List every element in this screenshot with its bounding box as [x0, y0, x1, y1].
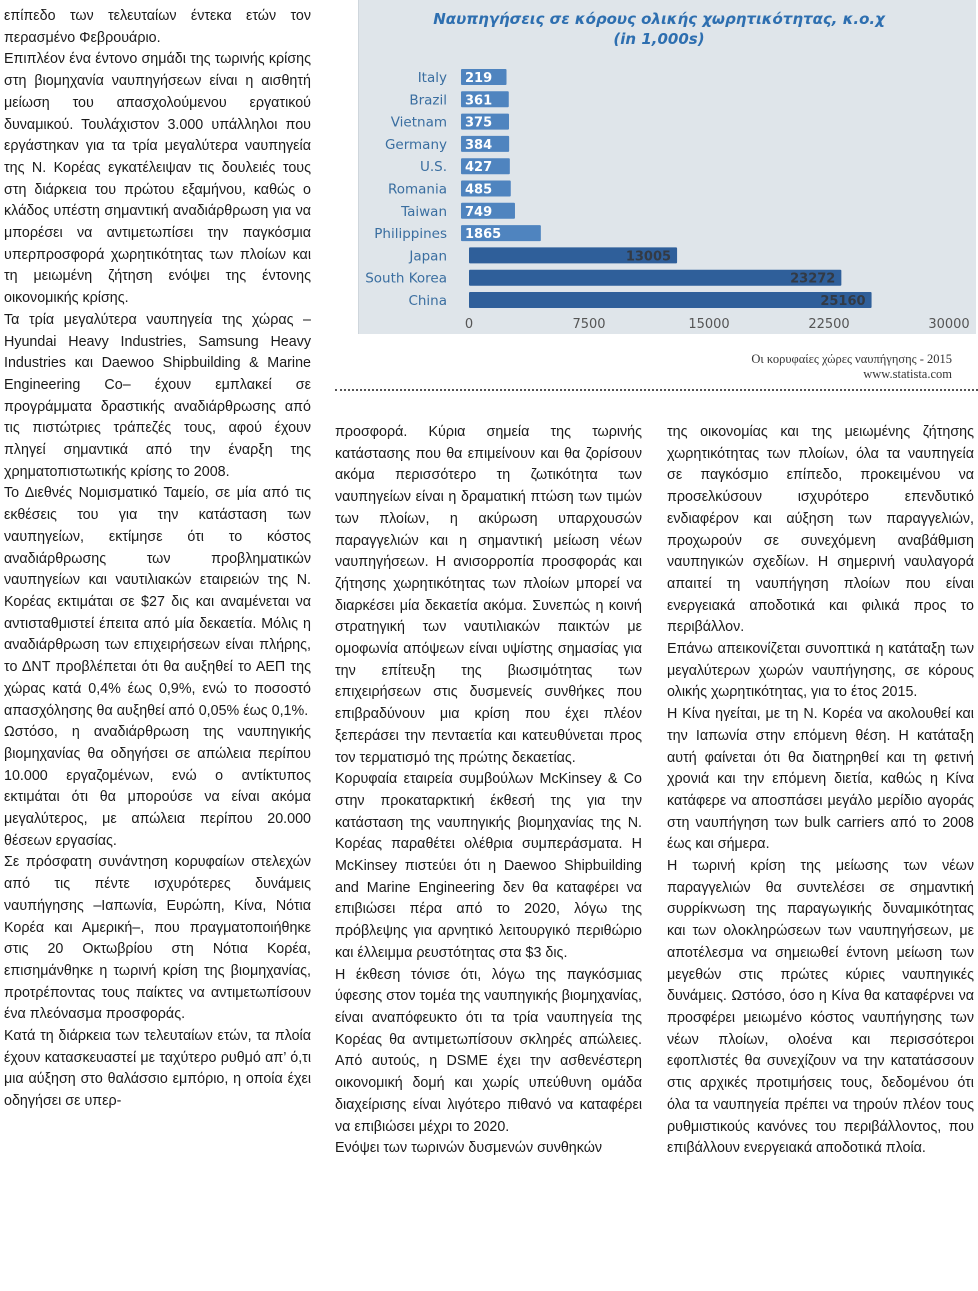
data-value-label: 13005 — [625, 249, 672, 265]
x-tick-label: 22500 — [808, 317, 850, 332]
chart-title: Ναυπηγήσεις σε κόρους ολικής χωρητικότητας, κ.ο.χ — [433, 10, 885, 28]
paragraph: Σε πρόσφατη συνάντηση κορυφαίων στελεχών από τις πέντε ισχυρότερες δυνάμεις ναυπήγησης –Ιαπωνία, Ευρώπη, Κίνα, Νότια Κορέα και Αμερική–, που πραγματοποιήθηκε στις 20 Οκτωβρίου στη Νότια Κορέα, επισημάνθηκε η τωρινή κρίση της βιομηχανίας, προτρέποντας τους παίκτες να αντιμετωπίσουν ένα πλεόνασμα προσφοράς. — [4, 854, 311, 1023]
data-bar — [469, 270, 841, 286]
category-label: Romania — [387, 181, 447, 198]
category-label: South Korea — [365, 270, 447, 287]
paragraph: Κορυφαία εταιρεία συμβούλων McKinsey & Co στην προκαταρκτική έκθεσή της για την κατάσταση της ναυπηγικής βιομηχανίας της Ν. Κορέας παραθέτει ολέθρια συμπεράσματα. Η McKinsey πιστεύει ότι η Daewoo Shipbuilding and Marine Engineering δεν θα καταφέρει να επιβιώσει πέρα από το 2020, λόγω της πρόβλεψης για αρνητικό λειτουργικό περιθώριο και έλλειμμα ρευστότητας στα $3 δις. — [335, 771, 642, 961]
paragraph: Κατά τη διάρκεια των τελευταίων ετών, τα πλοία έχουν κατασκευαστεί με ταχύτερο ρυθμό απ’ ό,τι μια αύξηση στο θαλάσσιο εμπόριο, η οποία έχει οδηγήσει σε υπερ- — [4, 1028, 311, 1110]
data-value-label: 1865 — [465, 227, 502, 243]
category-label: China — [408, 293, 447, 309]
data-value-label: 219 — [465, 71, 493, 86]
paragraph: Ωστόσο, η αναδιάρθρωση της ναυπηγικής βιομηχανίας θα οδηγήσει σε απώλεια περίπου 10.000 εργαζομένων, ενώ ο αντίκτυπος εκτιμάται ότι θα μπορούσε να είναι ακόμα μεγαλύτερος, με απώλεια περίπου 20.000 θέσεων εργασίας. — [4, 724, 311, 849]
chart-subtitle: (in 1,000s) — [613, 30, 705, 48]
caption-line: Οι κορυφαίες χώρες ναυπήγησης - 2015 — [751, 352, 952, 366]
data-bar — [469, 292, 872, 308]
paragraph: Η έκθεση τόνισε ότι, λόγω της παγκόσμιας ύφεσης στον τομέα της ναυπηγικής βιομηχανίας, είναι αναπόφευκτο ότι τα τρία ναυπηγεία της Κορέας θα αντιμετωπίσουν σκληρές απώλειες. Από αυτούς, η DSME έχει την ασθενέστερη οικονομική δομή και χωρίς υπεύθυνη ομάδα διαχείρισης είναι λιγότερο πιθανό να καταφέρει να επιβιώσει μέχρι το 2020. — [335, 966, 642, 1135]
x-tick-label: 0 — [464, 317, 474, 332]
dotted-divider — [335, 389, 978, 391]
paragraph: προσφορά. Κύρια σημεία της τωρινής κατάστασης που θα επιμείνουν και θα ζορίσουν ακόμα περισσότερο τη ζωτικότητα των ναυπηγείων είναι η δραματική πτώση των τιμών των πλοίων, η ακύρωση υπαρχουσών παραγγελιών και η σημαντική μείωση νέων ναυπηγήσεων. Η ανισορροπία προσφοράς και ζήτησης χωρητικότητας των πλοίων μπορεί να διαρκέσει μία δεκαετία ακόμα. Συνεπώς η κοινή στρατηγική των ναυτιλιακών παικτών με ομοφωνία απόψεων είναι υψίστης σημασίας για την επίτευξη της βιωσιμότητας των επιχειρήσεων στις δυσμενείς συνθήκες που επιβραδύνουν μια κρίση που έχει πλέον ξεπεράσει την πενταετία και κατευθύνεται προς τον τερματισμό της πρώτης δεκαετίας. — [335, 424, 642, 766]
x-tick-label: 15000 — [688, 317, 730, 332]
paragraph: Επάνω απεικονίζεται συνοπτικά η κατάταξη των μεγαλύτερων χωρών ναυπήγησης, σε κόρους ολικής χωρητικότητας, για το έτος 2015. — [667, 641, 974, 701]
data-value-label: 361 — [465, 93, 493, 109]
paragraph: Ενόψει των τωρινών δυσμενών συνθηκών — [335, 1140, 603, 1157]
category-label: Philippines — [374, 226, 447, 243]
category-label: U.S. — [419, 159, 447, 176]
article-column-1 — [4, 6, 311, 1113]
paragraph: Το Διεθνές Νομισματικό Ταμείο, σε μία από τις εκθέσεις του για την κατάσταση των ναυπηγείων, εκτίμησε ότι το κόστος αναδιάρθρωσης των προβληματικών ναυπηγείων και ναυτιλιακών εταιρειών της Ν. Κορέας εκτιμάται σε $27 δις και αναμένεται να αντισταθμιστεί έπειτα από μία δεκαετία. Μόλις η αναδιάρθρωση των επιχειρήσεων είναι πλήρης, το ΔΝΤ προβλέπεται ότι θα αυξηθεί το ΑΕΠ της χώρας κατά 0,4% έως 0,9%, ενώ το ποσοστό απασχόλησης θα αυξηθεί από 0,05% έως 0,1%. — [4, 485, 311, 719]
paragraph: Η τωρινή κρίση της μείωσης των νέων παραγγελιών θα συντελέσει σε σημαντική συρρίκνωση της παραγωγικής δυναμικότητας και των ολοκληρώσεων των ναυπηγήσεων, με αποτέλεσμα να σημειωθεί έντονη μείωση των μεγεθών στις πρώτες κύριες ναυπηγικές δυνάμεις. Ωστόσο, όσο η Κίνα θα καταφέρνει να προσφέρει μειωμένο κόστος ναυπήγησης των νέων πλοίων, ολοένα και περισσότεροι εφοπλιστές θα συνεχίζουν να την κατατάσσουν στις αρχικές προτιμήσεις τους, δεδομένου ότι όλα τα ναυπηγεία πρέπει να τηρούν πλέον τους ρυθμιστικούς κανόνες του περιβάλλοντος, που επιβάλλουν ενεργειακά αποδοτικά πλοία. — [667, 858, 974, 1157]
category-label: Japan — [409, 248, 447, 265]
paragraph: Τα τρία μεγαλύτερα ναυπηγεία της χώρας –Hyundai Heavy Industries, Samsung Heavy Industries και Daewoo Shipbuilding & Marine Engineering Co– έχουν εμπλακεί σε προγράμματα δραστικής αναδιάρθρωσης από τις πιστώτριες τράπεζές τους, αφού έχουν πληγεί σημαντικά από την έναρξη της χρηματοπιστωτικής κρίσης το 2008. — [4, 311, 311, 480]
category-label: Italy — [417, 70, 447, 86]
data-value-label: 375 — [465, 115, 493, 131]
paragraph: της οικονομίας και της μειωμένης ζήτησης χωρητικότητας των πλοίων, όλα τα ναυπηγεία σε παγκόσμιο επίπεδο, προκειμένου να προσελκύσουν ισχυρότερο επενδυτικό ενδιαφέρον και αύξηση των παραγγελιών, προχωρούν σε συνεχόμενη αναβάθμιση ναυπηγικών σχεδίων. Η σημερινή ναυλαγορά απαιτεί τη ναυπήγηση πλοίων που είναι ενεργειακά αποδοτικά και φιλικά προς το περιβάλλον. — [667, 424, 974, 636]
category-label: Vietnam — [390, 114, 447, 131]
bar-chart — [359, 0, 976, 334]
category-label: Taiwan — [401, 203, 447, 220]
figure-caption — [560, 352, 952, 382]
paragraph: επίπεδο των τελευταίων έντεκα ετών τον περασμένο Φεβρουάριο. — [4, 8, 311, 46]
article-column-2 — [335, 422, 642, 1160]
data-value-label: 427 — [465, 160, 493, 176]
data-value-label: 25160 — [820, 294, 866, 309]
data-value-label: 485 — [465, 182, 493, 198]
category-label: Brazil — [409, 92, 447, 109]
x-tick-label: 30000 — [928, 317, 970, 332]
category-label: Germany — [384, 136, 447, 153]
data-value-label: 384 — [465, 137, 493, 153]
data-value-label: 23272 — [790, 271, 836, 287]
caption-source: www.statista.com — [863, 367, 952, 381]
article-column-3 — [667, 422, 974, 1160]
x-tick-label: 7500 — [572, 317, 606, 332]
paragraph: Η Κίνα ηγείται, με τη Ν. Κορέα να ακολουθεί και την Ιαπωνία στην επόμενη θέση. Η κατάταξη αυτή φαίνεται ότι θα διατηρηθεί και τη φετινή χρονιά και την επόμενη διετία, καθώς η Κίνα κατάφερε να αποσπάσει μεγάλο μερίδιο αγοράς στη ναυπήγηση των bulk carriers από το 2008 έως και σήμερα. — [667, 706, 974, 853]
chart-figure — [358, 0, 976, 334]
paragraph: Επιπλέον ένα έντονο σημάδι της τωρινής κρίσης στη βιομηχανία ναυπηγήσεων είναι η αισθητή μείωση του απασχολούμενου εργατικού δυναμικού. Τουλάχιστον 3.000 υπάλληλοι που εργάστηκαν για τα τρία μεγαλύτερα ναυπηγεία της Ν. Κορέας εγκατέλειψαν τις δουλειές τους στη διάρκεια του πρώτου εξαμήνου, καθώς ο κλάδος υπέστη σημαντική αναδιάρθρωση για να μπορέσει να αντιμετωπίσει την παγκόσμια υπερπροσφορά χωρητικότητας των πλοίων και τη μειωμένη ζήτηση ενόψει της έντονης οικονομικής κρίσης. — [4, 51, 311, 307]
data-value-label: 749 — [465, 204, 493, 220]
